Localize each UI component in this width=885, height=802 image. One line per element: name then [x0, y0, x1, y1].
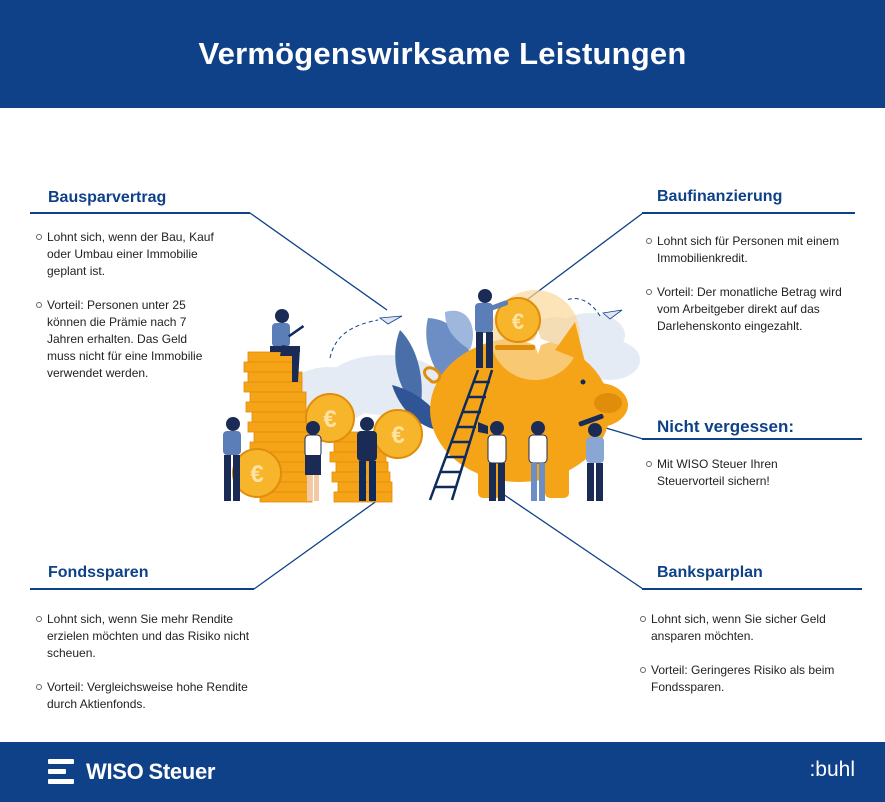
bullet-item: Lohnt sich, wenn der Bau, Kauf oder Umbau einer Immobilie geplant ist. — [36, 229, 216, 280]
brand-wiso: WISO — [86, 759, 144, 784]
section-title-baufinanzierung: Baufinanzierung — [657, 188, 783, 205]
connector-fondssparen — [254, 495, 385, 589]
connector-banksparplan — [500, 492, 643, 589]
wiso-steuer-logo[interactable] — [48, 759, 215, 785]
connector-nicht-vergessen — [606, 428, 643, 439]
bullet-item: Vorteil: Geringeres Risiko als beim Fondssparen. — [640, 662, 840, 696]
section-title-fondssparen: Fondssparen — [48, 564, 149, 581]
coin-symbol: € — [250, 461, 264, 488]
section-title-bausparvertrag: Bausparvertrag — [48, 189, 167, 206]
bullet-item: Lohnt sich, wenn Sie mehr Rendite erzielen möchten und das Risiko nicht scheuen. — [36, 611, 254, 662]
coin-symbol: € — [391, 422, 405, 449]
bullet-item: Vorteil: Vergleichsweise hohe Rendite durch Aktienfonds. — [36, 679, 254, 713]
section-title-banksparplan: Banksparplan — [657, 564, 763, 581]
buhl-logo[interactable]: :buhl — [809, 758, 855, 781]
connector-bausparvertrag — [250, 213, 387, 310]
bullet-item: Vorteil: Der monatliche Betrag wird vom Arbeitgeber direkt auf das Darlehenskonto eingezahlt. — [646, 284, 846, 335]
brand-steuer: Steuer — [148, 759, 216, 784]
section-title-nicht-vergessen: Nicht vergessen: — [657, 417, 794, 436]
coin-symbol: € — [511, 309, 525, 334]
footer-bar — [0, 742, 885, 802]
bullet-item: Lohnt sich, wenn Sie sicher Geld ansparen möchten. — [640, 611, 840, 645]
person-left-icon — [223, 417, 241, 501]
coin-symbol: € — [323, 406, 337, 433]
wiso-logo-icon — [48, 759, 78, 785]
page-title: Vermögenswirksame Leistungen — [198, 36, 687, 71]
bullet-item: Vorteil: Personen unter 25 können die Prämie nach 7 Jahren erhalten. Das Geld muss nicht für eine Immobilie verwendet werden. — [36, 297, 216, 382]
bullet-item: Mit WISO Steuer Ihren Steuervorteil sichern! — [646, 456, 846, 490]
bullet-item: Lohnt sich für Personen mit einem Immobilienkredit. — [646, 233, 846, 267]
plane-trail-left — [330, 320, 378, 358]
